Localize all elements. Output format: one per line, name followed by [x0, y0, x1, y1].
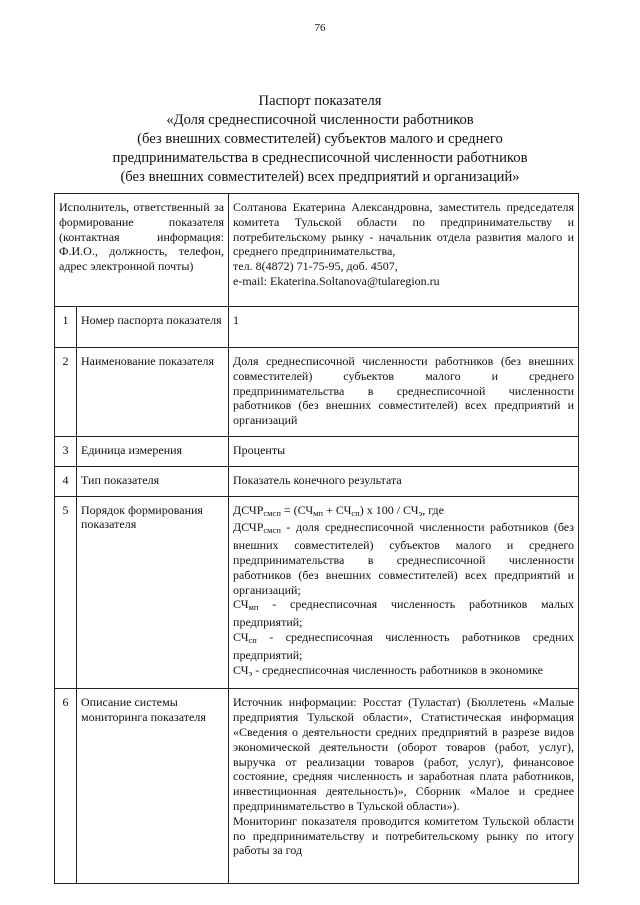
document-title	[40, 92, 600, 187]
row-number: 1	[55, 307, 77, 348]
table-row	[55, 496, 579, 689]
row-number: 3	[55, 436, 77, 466]
row-label: Единица измерения	[77, 436, 229, 466]
table-row	[55, 436, 579, 466]
table-row-responsible	[55, 194, 579, 307]
row-number: 6	[55, 689, 77, 884]
table-row	[55, 348, 579, 437]
title-line: «Доля среднесписочной численности работников	[166, 112, 474, 128]
table-row	[55, 307, 579, 348]
table-row	[55, 466, 579, 496]
title-line: (без внешних совместителей) субъектов малого и среднего	[137, 131, 503, 147]
row-label: Тип показателя	[77, 466, 229, 496]
passport-table	[54, 193, 579, 884]
monitoring-paragraph: Источник информации: Росстат (Туластат) (Бюллетень «Малые предприятия Тульской области», Статистическая информация «Сведения о деятельности средних предприятий в разрезе видов экономической деятельности (оборот товаров (работ, услуг), выручка от реализации товаров (работ, услуг), финансовое состояние, средняя численность и заработная плата работников, инвестиционная деятельность)», Сборник «Малое и среднее предпринимательство в Тульской области»).	[233, 695, 575, 813]
row-label: Номер паспорта показателя	[77, 307, 229, 348]
row-label: Порядок формирования показателя	[77, 496, 229, 689]
monitoring-paragraph: Мониторинг показателя проводится комитетом Тульской области по предпринимательству и потребительскому рынку по итогу работы за год	[233, 813, 575, 858]
row-label: Наименование показателя	[77, 348, 229, 437]
responsible-name: Солтанова Екатерина Александровна, заместитель председателя комитета Тульской области по предпринимательству и потребительскому рынку - начальник отдела развития малого и среднего предпринимательства,	[233, 200, 575, 259]
row-number: 2	[55, 348, 77, 437]
responsible-phone: тел. 8(4872) 71-75-95, доб. 4507,	[233, 259, 398, 274]
responsible-label: Исполнитель, ответственный за формирование показателя (контактная информация: Ф.И.О., должность, телефон, адрес электронной почты)	[55, 194, 229, 307]
formula-definition: $СЧ_э$ - среднесписочная численность работников в экономике	[233, 662, 543, 678]
title-line: (без внешних совместителей) всех предприятий и организаций»	[120, 169, 520, 185]
formula-cell	[229, 496, 579, 689]
formula-definition: $СЧ_{сп}$ - среднесписочная численность работников средних предприятий;	[233, 629, 575, 662]
row-value: Проценты	[229, 436, 579, 466]
row-number: 4	[55, 466, 77, 496]
formula: $ДСЧР_{смсп} = (СЧ_{мп} + СЧ_{сп})$ х $100 / СЧ_э$, где	[233, 502, 444, 518]
monitoring-description	[229, 689, 579, 884]
title-line: Паспорт показателя	[258, 93, 382, 109]
title-line: предпринимательства в среднесписочной численности работников	[112, 150, 528, 166]
row-number: 5	[55, 496, 77, 689]
row-value: 1	[229, 307, 579, 348]
responsible-value	[229, 194, 579, 307]
responsible-email: e-mail: Ekaterina.Soltanova@tularegion.ru	[233, 273, 440, 288]
formula-definition: $СЧ_{мп}$ - среднесписочная численность работников малых предприятий;	[233, 597, 575, 630]
table-row	[55, 689, 579, 884]
formula-definition: $ДСЧР_{смсп}$ - доля среднесписочной численности работников (без внешних совместителей) субъектов малого и среднего предпринимательства в среднесписочной численности работников (без внешних совместителей) всех предприятий и организаций;	[233, 520, 575, 597]
page-number: 76	[314, 22, 326, 34]
row-label: Описание системы мониторинга показателя	[77, 689, 229, 884]
row-value: Доля среднесписочной численности работников (без внешних совместителей) субъектов малого и среднего предпринимательства в среднесписочной численности работников (без внешних совместителей) всех предприятий и организаций	[229, 348, 579, 437]
row-value: Показатель конечного результата	[229, 466, 579, 496]
